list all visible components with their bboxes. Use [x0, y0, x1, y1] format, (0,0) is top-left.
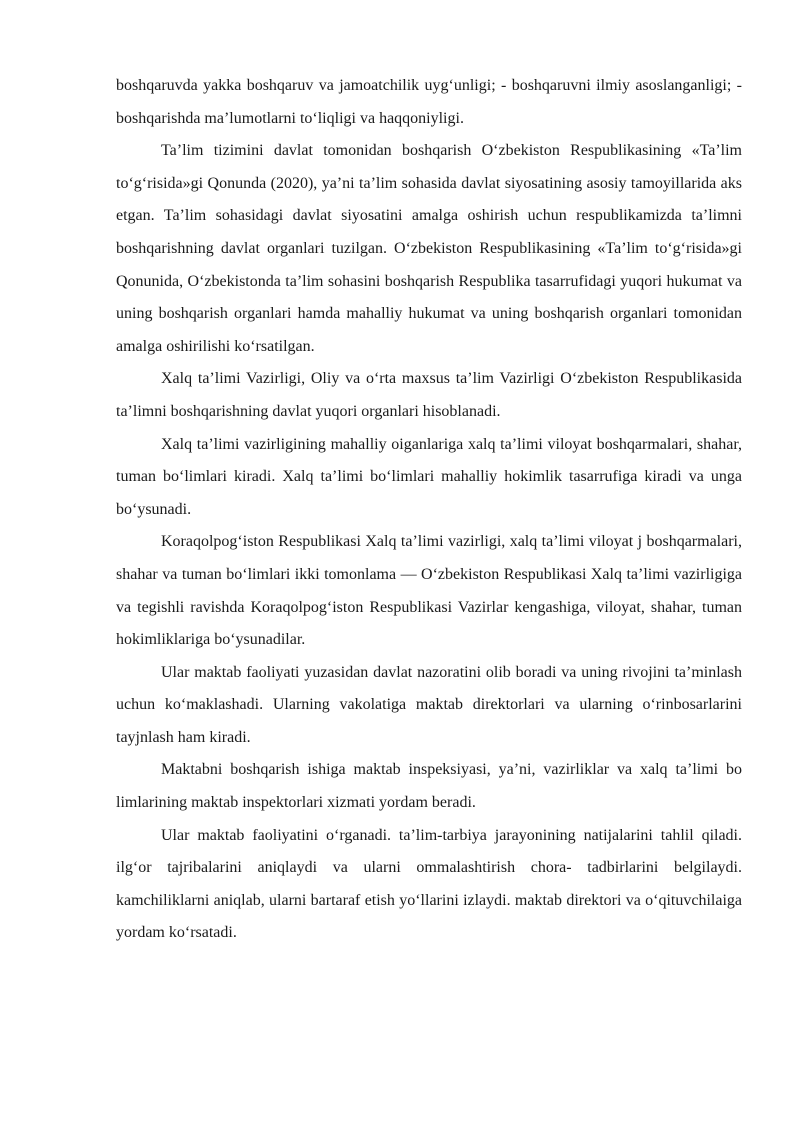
paragraph-ministries: Xalq ta’limi Vazirligi, Oliy va o‘rta maxsus ta’lim Vazirligi O‘zbekiston Respublikasida ta’limni boshqarishning davlat yuqori organlari hisoblanadi.	[116, 370, 742, 420]
document-page	[116, 70, 742, 950]
paragraph-subordination: Koraqolpog‘iston Respublikasi Xalq ta’limi vazirligi, xalq ta’limi viloyat j boshqarmalari, shahar va tuman bo‘limlari ikki tomonlama — O‘zbekiston Respublikasi Xalq ta’limi vazirligiga va tegishli ravishda Koraqolpog‘iston Respublikasi Vazirlar kengashiga, viloyat, shahar, tuman hokimliklariga bo‘ysunadilar.	[116, 533, 742, 649]
paragraph-continuation: boshqaruvda yakka boshqaruv va jamoatchilik uyg‘unligi; - boshqaruvni ilmiy asoslanganligi; - boshqarishda ma’lumotlarni to‘liqligi va haqqoniyligi.	[116, 77, 742, 127]
paragraph-inspection: Maktabni boshqarish ishiga maktab inspeksiyasi, ya’ni, vazirliklar va xalq ta’limi bo limlarining maktab inspektorlari xizmati yordam beradi.	[116, 761, 742, 812]
paragraph-supervision: Ular maktab faoliyati yuzasidan davlat nazoratini olib boradi va uning rivojini ta’minlash uchun ko‘maklashadi. Ularning vakolatiga maktab direktorlari va ularning o‘rinbosarlarini tayjnlash ham kiradi.	[116, 663, 742, 746]
paragraph-inspector-duties: Ular maktab faoliyatini o‘rganadi. ta’lim-tarbiya jarayonining natijalarini tahlil qiladi. ilg‘or tajribalarini aniqlaydi va ularni ommalashtirish chora- tadbirlarini belgilaydi. kamchiliklarni aniqlab, ularni bartaraf etish yo‘llarini izlaydi. maktab direktori va o‘qituvchilaiga yordam ko‘rsatadi.	[116, 826, 742, 942]
paragraph-state-governance: Ta’lim tizimini davlat tomonidan boshqarish O‘zbekiston Respublikasining «Ta’lim to‘g‘risida»gi Qonunda (2020), ya’ni ta’lim sohasida davlat siyosatining asosiy tamoyillarida aks etgan. Ta’lim sohasidagi davlat siyosatini amalga oshirish uchun respublikamizda ta’limni boshqarishning davlat organlari tuzilgan. O‘zbekiston Respublikasining «Ta’lim to‘g‘risida»gi Qonunida, O‘zbekistonda ta’lim sohasini boshqarish Respublika tasarrufidagi yuqori hukumat va uning boshqarish organlari hamda mahalliy hukumat va uning boshqarish organlari tomonidan amalga oshirilishi ko‘rsatilgan.	[116, 142, 742, 355]
paragraph-local-bodies: Xalq ta’limi vazirligining mahalliy oiganlariga xalq ta’limi viloyat boshqarmalari, shahar, tuman bo‘limlari kiradi. Xalq ta’limi bo‘limlari mahalliy hokimlik tasarrufiga kiradi va unga bo‘ysunadi.	[116, 435, 742, 518]
